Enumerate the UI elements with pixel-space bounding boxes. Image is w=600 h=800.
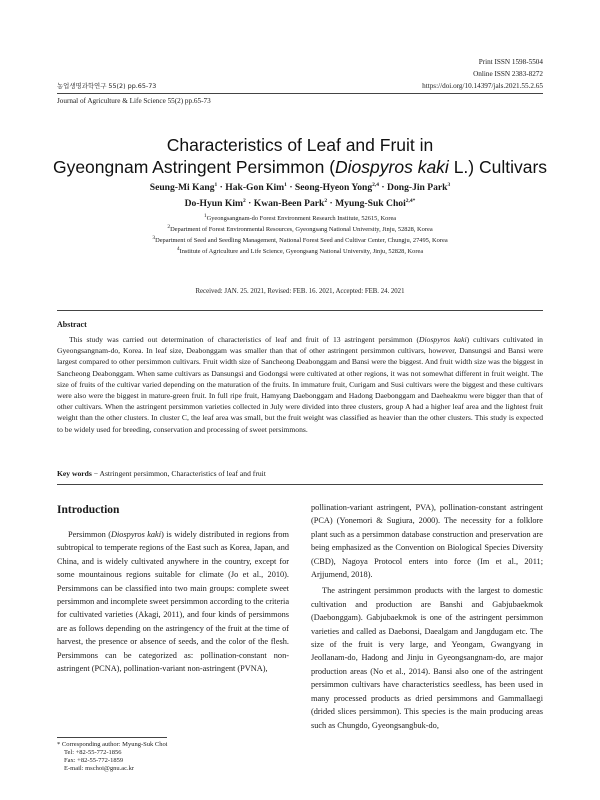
affiliation-sup: 3 — [152, 234, 156, 241]
affiliation-text: Department of Seed and Seedling Management, National Forest Seed and Cultivar Center, Chungju, 27495, Korea — [155, 237, 448, 244]
authors-line1 — [0, 182, 600, 193]
introduction-heading: Introduction — [57, 504, 120, 516]
affiliation-text: Institute of Agriculture and Life Science, Gyeongsang National University, Jinju, 52828, Korea — [179, 248, 424, 255]
title-text: Gyeongnam Astringent Persimmon ( — [52, 157, 336, 177]
affiliation-2 — [0, 223, 600, 233]
author-affiliation-sup: 2,4* — [405, 197, 416, 204]
affiliation-sup: 4 — [176, 245, 180, 252]
author-separator: · — [286, 182, 295, 193]
abstract-text-end: ) cultivars cultivated in Gyeongsangnam-do, Korea. In leaf size, Deabonggam was smaller than that of other astringent persimmon cultivars, however, Dansungsi and Bansi were largest compared to other persimmon cultivars. Fruit width size of Sancheong Deabonggam and Bansi were the biggest. And fruit width size was the biggest in Sancheong Deabonggam. When same cultivars as Dansungsi and Godongsi were cultivated at other regions, it was not somewhat different in fruit weight. The size of fruits of the cultivar varied depending on the maturation of the fruits. In immature fruit, Curigam and Susi cultivars were the biggest and these cultivars were also were the biggest in mature-green fruit. In full ripe fruit, Hamyang Daebonggam and Hadong Daebonggam and Daeheakmu were bigger than that of other cultivars. When the astringent persimmon varieties collected in July were divided into three clusters, group A had a higher leaf area and the lightest fruit weight than the other clusters. In cluster C, the leaf area was small, but the fruit weight was classified as heavier than the other clusters. This study is expected to be widely used for breeding, conservation and processing of sweet persimmons. — [57, 335, 543, 434]
paper-title-line1: Characteristics of Leaf and Fruit in — [166, 135, 434, 155]
author-affiliation-sup: 2,4 — [372, 181, 380, 188]
author-name: Seung-Mi Kang — [149, 182, 215, 193]
paper-title-line2 — [0, 157, 600, 178]
title-text-end: L.) Cultivars — [448, 157, 548, 177]
affiliation-sup: 1 — [203, 212, 207, 219]
corresponding-fax: Fax: +82-55-772-1859 — [64, 757, 124, 764]
intro-left-column — [57, 528, 289, 675]
title-species: Diospyros kaki — [335, 157, 449, 177]
author-name: Kwan-Been Park — [253, 198, 325, 209]
affiliation-3 — [0, 234, 600, 244]
intro-text: Persimmon ( — [68, 530, 111, 539]
keywords-rule — [57, 484, 543, 485]
affiliation-4 — [0, 245, 600, 255]
keywords-label: Key words — [57, 469, 92, 478]
keywords-dash: − — [91, 469, 100, 478]
affiliation-sup: 2 — [167, 223, 171, 230]
intro-text-cont: ) is widely distributed in regions from subtropical to temperate regions of the East such as Korea, Japan, and China, and is widely cultivated anywhere in the country, except for some mountainous regions suitable for climate (Jo et al., 2010). Persimmons can be classified into two main groups: complete sweet persimmon and incomplete sweet persimmon according to the criteria for cultivated varieties (Akagi, 2011), and four kinds of persimmons are as follows depending on the astringency of the fruit at the time of harvest, the presence or absence of seeds, and the color of the flesh. Persimmons can be categorized as: pollination-constant non-astringent (PCNA), pollination-variant non-astringent (PVNA), — [57, 530, 290, 674]
abstract-body — [57, 334, 543, 435]
author-affiliation-sup: 2 — [324, 197, 328, 204]
print-issn: Print ISSN 1598-5504 — [478, 58, 543, 66]
author-name: Seong-Hyeon Yong — [294, 182, 373, 193]
author-affiliation-sup: 1 — [214, 181, 218, 188]
author-separator: · — [217, 182, 226, 193]
author-name: Hak-Gon Kim — [225, 182, 285, 193]
author-name: Myung-Suk Choi — [335, 198, 406, 209]
received-dates: Received: JAN. 25. 2021, Revised: FEB. 16. 2021, Accepted: FEB. 24. 2021 — [195, 288, 405, 295]
author-name: Do-Hyun Kim — [184, 198, 243, 209]
journal-korean: 농업생명과학연구 55(2) pp.65-73 — [57, 82, 157, 90]
corresponding-email[interactable]: E-mail: mschoi@gnu.ac.kr — [64, 765, 135, 772]
affiliation-text: Department of Forest Environmental Resources, Gyeongsang National University, Jinju, 52828, Korea — [170, 226, 433, 233]
intro-right-column — [311, 501, 543, 732]
corresponding-tel: Tel: +82-55-772-1856 — [64, 749, 122, 756]
author-affiliation-sup: 3 — [447, 181, 451, 188]
author-separator: · — [327, 198, 336, 209]
footnote-rule — [57, 737, 167, 738]
intro-paragraph-right-1: pollination-variant astringent, PVA), pollination-constant astringent (PCA) (Yonemori & Sugiura, 2000). The necessity for a folklore plant such as a persimmon database construction and preservation are being emphasized as the Convention on Biological Species Diversity (CBD), Nagoya Protocol enters into force (Im et al., 2011; Arjjumend, 2018). — [311, 503, 543, 580]
author-name: Dong-Jin Park — [387, 182, 448, 193]
author-separator: · — [245, 198, 254, 209]
abstract-top-rule — [57, 310, 543, 311]
abstract-heading: Abstract — [57, 320, 87, 329]
intro-paragraph-right-2: The astringent persimmon products with the largest to domestic cultivation and production are Banshi and Gabjubaekmok (Daebonggam). Gabjubaekmok is one of the astringent persimmon varieties and called as Daebonsi, Daealgam and Jangdugam etc. The size of the fruit is very large, and Yeongam, Gwangyang in Jeollanam-do, Hadong and Jinju in Gyeongsangnam-do, are major production areas (No et al., 2014). Bansi also one of the astringent persimmon cultivars have characteristics seedless, has been used in many processed products as dried persimmons and Gammallaegi (drided slices persimmon). This species is the main producing areas such as Chungdo, Gyeongsangbuk-do, — [311, 586, 543, 730]
author-separator: · — [379, 182, 388, 193]
keywords — [57, 469, 266, 478]
affiliation-1 — [0, 212, 600, 222]
corresponding-author: * Corresponding author: Myung-Suk Choi — [57, 741, 168, 748]
keywords-text: Astringent persimmon, Characteristics of leaf and fruit — [99, 469, 266, 478]
doi-link[interactable]: https://doi.org/10.14397/jals.2021.55.2.65 — [422, 82, 543, 90]
authors-line2 — [0, 198, 600, 209]
journal-english: Journal of Agriculture & Life Science 55(2) pp.65-73 — [57, 97, 211, 105]
author-affiliation-sup: 1 — [284, 181, 287, 188]
abstract-text: This study was carried out determination of characteristics of leaf and fruit of 13 astringent persimmon ( — [69, 335, 420, 344]
intro-paragraph-1 — [57, 528, 289, 675]
header-rule — [57, 93, 543, 94]
abstract-species: Diospyros kaki — [419, 335, 467, 344]
author-affiliation-sup: 2 — [242, 197, 246, 204]
online-issn: Online ISSN 2383-8272 — [473, 70, 543, 78]
intro-species: Diospyros kaki — [111, 530, 162, 539]
affiliation-text: Gyeongsangnam-do Forest Environment Research Institute, 52615, Korea — [206, 215, 397, 222]
